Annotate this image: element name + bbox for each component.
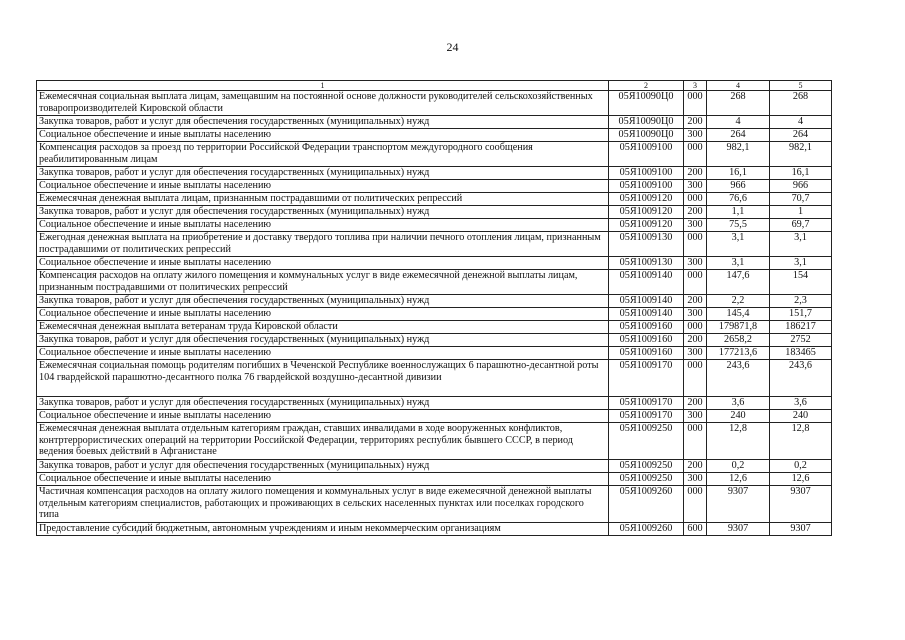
row-code-cell: 05Я1009120 [609, 206, 684, 219]
row-code-cell: 05Я1009120 [609, 193, 684, 206]
table-row [37, 397, 832, 410]
table-row [37, 219, 832, 232]
row-expense-type-cell: 000 [684, 270, 707, 295]
row-amount-1-cell: 3,1 [707, 257, 770, 270]
row-amount-2-cell: 2,3 [770, 295, 832, 308]
row-expense-type-cell: 000 [684, 193, 707, 206]
column-header-name: 1 [37, 81, 609, 91]
table-row [37, 473, 832, 486]
row-name-cell: Социальное обеспечение и иные выплаты населению [37, 180, 609, 193]
row-expense-type-cell: 000 [684, 321, 707, 334]
row-code-cell: 05Я1009140 [609, 295, 684, 308]
table-row [37, 91, 832, 116]
row-name-cell: Ежемесячная социальная выплата лицам, замещавшим на постоянной основе должности руководителей сельскохозяйственных товаропроизводителей Кировской области [37, 91, 609, 116]
column-header-code: 2 [609, 81, 684, 91]
table-row [37, 129, 832, 142]
row-expense-type-cell: 300 [684, 219, 707, 232]
row-amount-2-cell: 1 [770, 206, 832, 219]
row-name-cell: Частичная компенсация расходов на оплату жилого помещения и коммунальных услуг в виде ежемесячной денежной выплаты отдельным категориям специалистов, работающих и проживающих в сельских населенных пунктах или поселках городского типа [37, 486, 609, 523]
row-amount-2-cell: 154 [770, 270, 832, 295]
row-name-cell: Предоставление субсидий бюджетным, автономным учреждениям и иным некоммерческим организациям [37, 523, 609, 536]
row-name-cell: Ежемесячная социальная помощь родителям погибших в Чеченской Республике военнослужащих 6 парашютно-десантной роты 104 гвардейской парашютно-десантного полка 76 гвардейской воздушно-десантной дивизии [37, 360, 609, 397]
row-name-cell: Социальное обеспечение и иные выплаты населению [37, 347, 609, 360]
row-amount-2-cell: 982,1 [770, 142, 832, 167]
row-amount-1-cell: 3,1 [707, 232, 770, 257]
row-expense-type-cell: 200 [684, 334, 707, 347]
row-code-cell: 05Я1009100 [609, 142, 684, 167]
row-amount-2-cell: 2752 [770, 334, 832, 347]
header-row [37, 81, 832, 91]
row-amount-2-cell: 9307 [770, 486, 832, 523]
column-header-amount-1: 4 [707, 81, 770, 91]
row-name-cell: Закупка товаров, работ и услуг для обеспечения государственных (муниципальных) нужд [37, 167, 609, 180]
row-expense-type-cell: 200 [684, 397, 707, 410]
table-row [37, 321, 832, 334]
row-code-cell: 05Я1009260 [609, 523, 684, 536]
row-amount-1-cell: 243,6 [707, 360, 770, 397]
row-code-cell: 05Я1009250 [609, 460, 684, 473]
row-amount-1-cell: 12,6 [707, 473, 770, 486]
row-expense-type-cell: 000 [684, 142, 707, 167]
row-expense-type-cell: 200 [684, 206, 707, 219]
row-expense-type-cell: 300 [684, 180, 707, 193]
row-name-cell: Закупка товаров, работ и услуг для обеспечения государственных (муниципальных) нужд [37, 460, 609, 473]
row-name-cell: Закупка товаров, работ и услуг для обеспечения государственных (муниципальных) нужд [37, 206, 609, 219]
row-amount-2-cell: 240 [770, 410, 832, 423]
table-row [37, 410, 832, 423]
table-row [37, 116, 832, 129]
table-row [37, 167, 832, 180]
row-amount-1-cell: 268 [707, 91, 770, 116]
table-row [37, 257, 832, 270]
row-expense-type-cell: 300 [684, 473, 707, 486]
table-row [37, 193, 832, 206]
row-amount-2-cell: 0,2 [770, 460, 832, 473]
row-expense-type-cell: 300 [684, 410, 707, 423]
row-code-cell: 05Я1009100 [609, 180, 684, 193]
row-name-cell: Социальное обеспечение и иные выплаты населению [37, 219, 609, 232]
table-row [37, 295, 832, 308]
row-code-cell: 05Я1009120 [609, 219, 684, 232]
row-amount-1-cell: 264 [707, 129, 770, 142]
row-amount-1-cell: 9307 [707, 523, 770, 536]
row-code-cell: 05Я1009170 [609, 397, 684, 410]
row-amount-1-cell: 2,2 [707, 295, 770, 308]
row-name-cell: Социальное обеспечение и иные выплаты населению [37, 308, 609, 321]
row-name-cell: Ежемесячная денежная выплата отдельным категориям граждан, ставших инвалидами в ходе вооруженных конфликтов, контртеррористических операций на территории Российской Федерации, территориях республик бывшего СССР, в период ведения боевых действий в Афганистане [37, 423, 609, 460]
row-amount-2-cell: 151,7 [770, 308, 832, 321]
table-row [37, 460, 832, 473]
row-code-cell: 05Я1009130 [609, 232, 684, 257]
table-row [37, 206, 832, 219]
row-amount-1-cell: 240 [707, 410, 770, 423]
row-amount-1-cell: 177213,6 [707, 347, 770, 360]
row-expense-type-cell: 200 [684, 167, 707, 180]
row-name-cell: Закупка товаров, работ и услуг для обеспечения государственных (муниципальных) нужд [37, 116, 609, 129]
row-amount-2-cell: 183465 [770, 347, 832, 360]
row-amount-2-cell: 9307 [770, 523, 832, 536]
row-expense-type-cell: 000 [684, 232, 707, 257]
row-code-cell: 05Я1009140 [609, 308, 684, 321]
row-amount-1-cell: 966 [707, 180, 770, 193]
budget-table [36, 80, 832, 536]
row-code-cell: 05Я1009160 [609, 347, 684, 360]
row-name-cell: Закупка товаров, работ и услуг для обеспечения государственных (муниципальных) нужд [37, 295, 609, 308]
row-name-cell: Ежемесячная денежная выплата ветеранам труда Кировской области [37, 321, 609, 334]
row-amount-2-cell: 3,1 [770, 232, 832, 257]
row-amount-1-cell: 145,4 [707, 308, 770, 321]
row-amount-1-cell: 3,6 [707, 397, 770, 410]
column-header-expense-type: 3 [684, 81, 707, 91]
row-amount-1-cell: 76,6 [707, 193, 770, 206]
column-header-amount-2: 5 [770, 81, 832, 91]
row-code-cell: 05Я1009170 [609, 410, 684, 423]
row-amount-2-cell: 12,6 [770, 473, 832, 486]
table-row [37, 334, 832, 347]
row-amount-2-cell: 186217 [770, 321, 832, 334]
row-code-cell: 05Я1009170 [609, 360, 684, 397]
table-row [37, 308, 832, 321]
table-row [37, 180, 832, 193]
row-amount-1-cell: 179871,8 [707, 321, 770, 334]
table-row [37, 423, 832, 460]
row-expense-type-cell: 300 [684, 347, 707, 360]
table-body [37, 91, 832, 536]
row-amount-1-cell: 16,1 [707, 167, 770, 180]
row-amount-1-cell: 982,1 [707, 142, 770, 167]
row-code-cell: 05Я10090Ц0 [609, 129, 684, 142]
row-expense-type-cell: 200 [684, 460, 707, 473]
row-name-cell: Ежегодная денежная выплата на приобретение и доставку твердого топлива при наличии печного отопления лицам, признанным пострадавшими от политических репрессий [37, 232, 609, 257]
table-row [37, 142, 832, 167]
row-code-cell: 05Я10090Ц0 [609, 116, 684, 129]
table-row [37, 486, 832, 523]
row-expense-type-cell: 300 [684, 308, 707, 321]
row-amount-1-cell: 12,8 [707, 423, 770, 460]
row-name-cell: Социальное обеспечение и иные выплаты населению [37, 410, 609, 423]
row-amount-1-cell: 75,5 [707, 219, 770, 232]
row-name-cell: Закупка товаров, работ и услуг для обеспечения государственных (муниципальных) нужд [37, 334, 609, 347]
row-code-cell: 05Я1009140 [609, 270, 684, 295]
row-amount-1-cell: 2658,2 [707, 334, 770, 347]
row-amount-2-cell: 16,1 [770, 167, 832, 180]
row-amount-2-cell: 243,6 [770, 360, 832, 397]
row-amount-2-cell: 264 [770, 129, 832, 142]
row-expense-type-cell: 200 [684, 116, 707, 129]
row-amount-2-cell: 4 [770, 116, 832, 129]
row-expense-type-cell: 000 [684, 91, 707, 116]
row-amount-2-cell: 70,7 [770, 193, 832, 206]
row-expense-type-cell: 000 [684, 423, 707, 460]
row-expense-type-cell: 000 [684, 486, 707, 523]
row-code-cell: 05Я10090Ц0 [609, 91, 684, 116]
row-amount-2-cell: 268 [770, 91, 832, 116]
row-amount-1-cell: 0,2 [707, 460, 770, 473]
row-name-cell: Ежемесячная денежная выплата лицам, признанным пострадавшими от политических репрессий [37, 193, 609, 206]
row-expense-type-cell: 000 [684, 360, 707, 397]
row-amount-2-cell: 69,7 [770, 219, 832, 232]
row-code-cell: 05Я1009130 [609, 257, 684, 270]
table-row [37, 270, 832, 295]
row-code-cell: 05Я1009250 [609, 423, 684, 460]
row-expense-type-cell: 300 [684, 257, 707, 270]
row-expense-type-cell: 600 [684, 523, 707, 536]
row-amount-2-cell: 12,8 [770, 423, 832, 460]
budget-table-container [36, 80, 831, 536]
row-amount-1-cell: 147,6 [707, 270, 770, 295]
table-row [37, 232, 832, 257]
row-expense-type-cell: 200 [684, 295, 707, 308]
page-number: 24 [446, 40, 459, 54]
row-amount-1-cell: 4 [707, 116, 770, 129]
row-code-cell: 05Я1009250 [609, 473, 684, 486]
table-row [37, 523, 832, 536]
row-name-cell: Закупка товаров, работ и услуг для обеспечения государственных (муниципальных) нужд [37, 397, 609, 410]
row-name-cell: Социальное обеспечение и иные выплаты населению [37, 473, 609, 486]
row-code-cell: 05Я1009160 [609, 321, 684, 334]
row-code-cell: 05Я1009260 [609, 486, 684, 523]
table-row [37, 360, 832, 397]
row-name-cell: Компенсация расходов за проезд по территории Российской Федерации транспортом междугородного сообщения реабилитированным лицам [37, 142, 609, 167]
row-amount-1-cell: 9307 [707, 486, 770, 523]
row-amount-2-cell: 966 [770, 180, 832, 193]
row-amount-2-cell: 3,6 [770, 397, 832, 410]
row-code-cell: 05Я1009160 [609, 334, 684, 347]
row-name-cell: Компенсация расходов на оплату жилого помещения и коммунальных услуг в виде ежемесячной денежной выплаты лицам, признанным пострадавшими от политических репрессий [37, 270, 609, 295]
row-code-cell: 05Я1009100 [609, 167, 684, 180]
row-amount-1-cell: 1,1 [707, 206, 770, 219]
row-amount-2-cell: 3,1 [770, 257, 832, 270]
row-name-cell: Социальное обеспечение и иные выплаты населению [37, 129, 609, 142]
table-row [37, 347, 832, 360]
row-expense-type-cell: 300 [684, 129, 707, 142]
row-name-cell: Социальное обеспечение и иные выплаты населению [37, 257, 609, 270]
